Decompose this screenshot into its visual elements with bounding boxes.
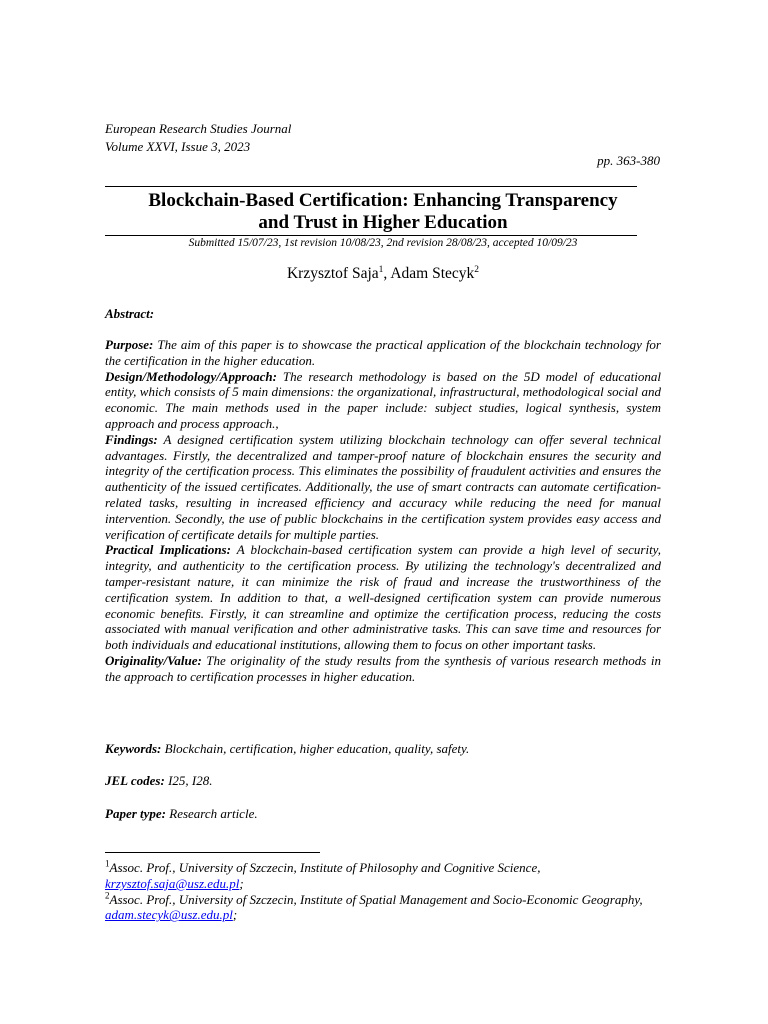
page-range: pp. 363-380 [597,153,660,168]
footnote-2-mark: 2 [105,890,110,901]
paper-title [105,190,661,234]
author-2: Adam Stecyk [390,265,475,282]
footnote-2-end: ; [232,907,238,923]
footnote-1-email-link[interactable]: krzysztof.saja@usz.edu.pl [105,875,240,891]
paper-type-value: Research article. [166,806,258,821]
practical-label: Practical Implications: [105,542,231,558]
purpose-label: Purpose: [105,337,154,352]
footnote-rule [105,852,320,853]
title-bottom-rule [105,235,637,236]
design-label: Design/Methodology/Approach: [105,368,277,384]
practical-text: A blockchain-based certification system can provide a high level of security, integrity, and authenticity to the certification process. By utilizing the technology's decentralized and tamper-resistant nature, it can minimize the risk of fraud and increase the trustworthiness of the certification system. In addition to that, a well-designed certification system can provide numerous economic benefits. Firstly, it can streamline and optimize the certification process, reducing the costs associated with manual verification and other administrative tasks. This can save time and resources for both individuals and educational institutions, allowing them to focus on other important tasks. [105,542,661,653]
abstract-design [105,369,661,432]
jel-label: JEL codes: [105,773,165,788]
authors [105,265,661,283]
purpose-text: The aim of this paper is to showcase the practical application of the blockchain technology for the certification in the higher education. [105,337,661,368]
keywords-value: Blockchain, certification, higher education, quality, safety. [161,741,470,756]
journal-header [105,120,291,156]
title-top-rule [105,186,637,187]
footnote-1-text: Assoc. Prof., University of Szczecin, Institute of Philosophy and Cognitive Science, [109,860,541,875]
paper-title-line2: and Trust in Higher Education [258,212,508,233]
originality-label: Originality/Value: [105,652,202,668]
abstract-originality [105,653,661,685]
keywords-label: Keywords: [105,741,162,756]
footnote-2-text: Assoc. Prof., University of Szczecin, Institute of Spatial Management and Socio-Economic Geography, [109,891,643,907]
originality-text: The originality of the study results from the synthesis of various research methods in the approach to certification processes in higher education. [105,652,661,684]
paper-type [105,806,258,822]
jel-codes [105,773,212,789]
abstract-practical [105,542,661,653]
abstract-body [105,337,661,685]
findings-label: Findings: [105,431,158,447]
jel-value: I25, I28. [164,773,213,788]
abstract-findings [105,432,661,543]
submission-dates: Submitted 15/07/23, 1st revision 10/08/23, 2nd revision 28/08/23, accepted 10/09/23 [188,237,578,249]
keywords [105,741,469,757]
footnote-1-end: ; [239,875,244,891]
footnotes [105,860,661,923]
footnote-2 [105,892,661,924]
author-2-footnote-mark: 2 [474,264,480,275]
author-separator: , [383,265,391,282]
design-text: The research methodology is based on the 5D model of educational entity, which consists of 5 main dimensions: the organizational, infrastructural, methodological social and economic. The main methods used in the paper include: subject studies, logical synthesis, system approach and process approach., [105,368,661,431]
author-1-footnote-mark: 1 [378,264,384,275]
findings-text: A designed certification system utilizing blockchain technology can offer several technical advantages. Firstly, the decentralized and tamper-proof nature of blockchain ensures the security and integrity of the certification process. This eliminates the possibility of fraudulent activities and ensures the authenticity of the issued certificates. Additionally, the use of smart contracts can automate certification-related tasks, resulting in increased efficiency and accuracy while reducing the need for manual intervention. Secondly, the use of public blockchains in the certification system provides easy access and verification of certificate details for multiple parties. [105,431,661,542]
abstract-heading: Abstract: [105,306,155,321]
footnote-1 [105,860,661,892]
paper-type-label: Paper type: [105,806,167,821]
footnote-1-mark: 1 [105,858,110,869]
paper-title-line1: Blockchain-Based Certification: Enhancing Transparency [148,190,618,211]
author-1: Krzysztof Saja [286,265,379,282]
footnote-2-email-link[interactable]: adam.stecyk@usz.edu.pl [105,907,233,923]
abstract-purpose [105,337,661,369]
journal-volume: Volume XXVI, Issue 3, 2023 [105,139,251,154]
journal-name: European Research Studies Journal [105,121,292,136]
